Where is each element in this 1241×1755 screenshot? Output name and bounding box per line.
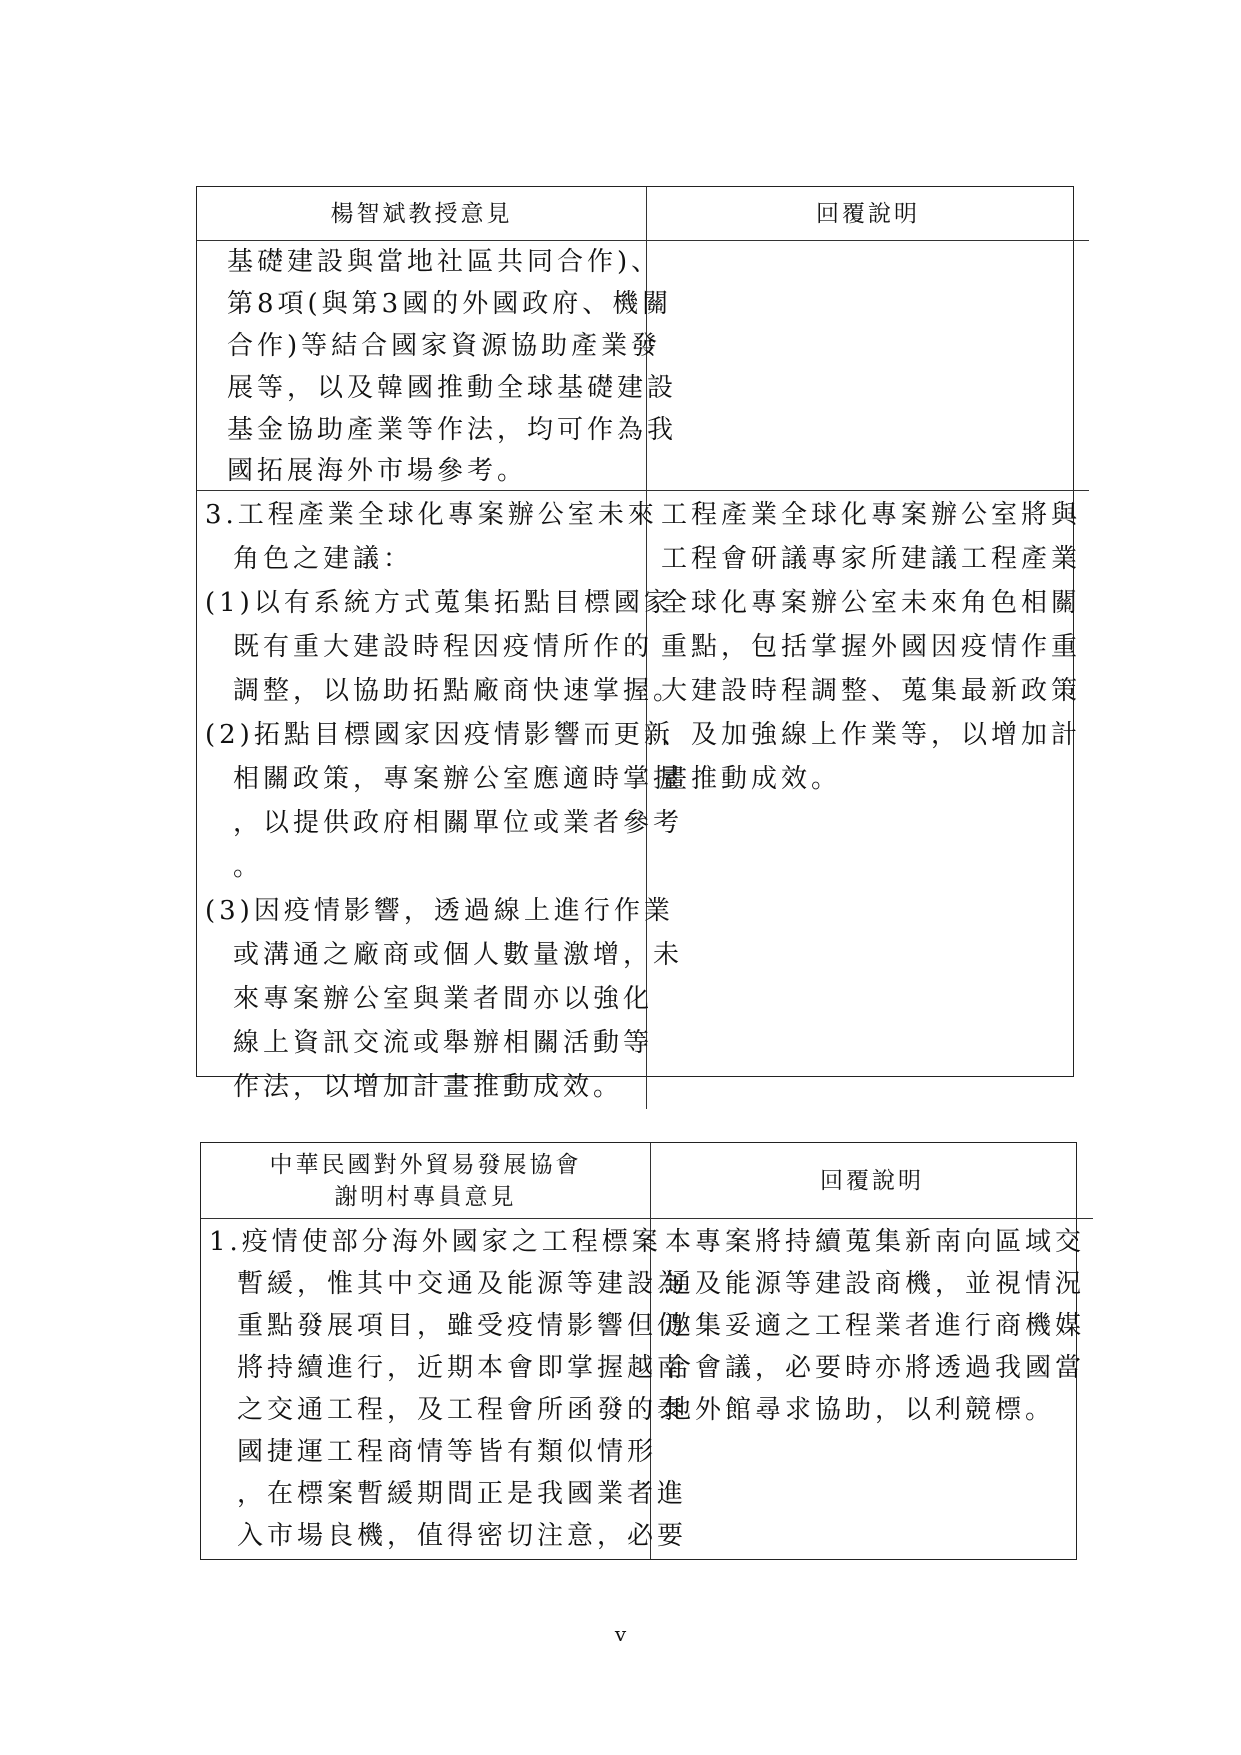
table1-row2-right bbox=[647, 491, 1089, 1109]
text-line: 角色之建議： bbox=[233, 544, 414, 574]
text-line: 工程產業全球化專案辦公室將與 bbox=[661, 500, 1082, 530]
text-line: 基金協助產業等作法，均可作為我 bbox=[227, 415, 678, 445]
text-line: 、及加強線上作業等，以增加計 bbox=[661, 720, 1082, 750]
page-number: v bbox=[614, 1622, 627, 1646]
opinion-table-1 bbox=[196, 186, 1082, 1102]
text-line: ，在標案暫緩期間正是我國業者進 bbox=[237, 1479, 688, 1509]
text-line: 相關政策，專案辦公室應適時掌握 bbox=[233, 764, 684, 794]
text-line: 之交通工程，及工程會所函發的泰 bbox=[237, 1395, 688, 1425]
table1-row1-right bbox=[647, 241, 1089, 491]
table1-row2-left bbox=[197, 491, 684, 1109]
text-line: 基礎建設與當地社區共同合作)、 bbox=[227, 247, 662, 277]
text-line: 畫推動成效。 bbox=[661, 764, 842, 794]
text-line: 或溝通之廠商或個人數量激增，未 bbox=[233, 940, 684, 970]
table2-row1-left bbox=[201, 1219, 688, 1559]
text-line: 來專案辦公室與業者間亦以強化 bbox=[233, 984, 654, 1014]
text-line: 工程會研議專家所建議工程產業 bbox=[661, 544, 1082, 574]
text-line: 展等，以及韓國推動全球基礎建設 bbox=[227, 373, 678, 403]
text-line: 第8項(與第3國的外國政府、機關 bbox=[227, 289, 673, 319]
text-line: 作法，以增加計畫推動成效。 bbox=[233, 1072, 624, 1102]
text-line: 1.疫情使部分海外國家之工程標案 bbox=[209, 1227, 662, 1257]
text-line: (1)以有系統方式蒐集拓點目標國家 bbox=[205, 588, 674, 618]
table2-header-left-line2: 謝明村專員意見 bbox=[334, 1183, 517, 1210]
text-line: 通及能源等建設商機，並視情況 bbox=[665, 1269, 1086, 1299]
text-line: 重點發展項目，雖受疫情影響但仍 bbox=[237, 1311, 688, 1341]
text-line: 。 bbox=[233, 852, 264, 882]
text-line: (3)因疫情影響，透過線上進行作業 bbox=[205, 896, 674, 926]
text-line: 合作)等結合國家資源協助產業發 bbox=[227, 331, 662, 361]
text-line: 全球化專案辦公室未來角色相關 bbox=[661, 588, 1082, 618]
text-line: 本專案將持續蒐集新南向區域交 bbox=[665, 1227, 1086, 1257]
table2-row1-right bbox=[651, 1219, 1093, 1559]
text-line: 國拓展海外市場參考。 bbox=[227, 456, 528, 486]
text-line: 國捷運工程商情等皆有類似情形 bbox=[237, 1437, 658, 1467]
text-line: 將持續進行，近期本會即掌握越南 bbox=[237, 1353, 688, 1383]
table1-header-left: 楊智斌教授意見 bbox=[197, 187, 647, 241]
table1-row1-left bbox=[197, 241, 678, 491]
text-line: 線上資訊交流或舉辦相關活動等 bbox=[233, 1028, 654, 1058]
text-line: 調整，以協助拓點廠商快速掌握。 bbox=[233, 676, 684, 706]
text-line: (2)拓點目標國家因疫情影響而更新 bbox=[205, 720, 674, 750]
text-line: 入市場良機，值得密切注意，必要 bbox=[237, 1521, 688, 1551]
text-line: ，以提供政府相關單位或業者參考 bbox=[233, 808, 684, 838]
text-line: 大建設時程調整、蒐集最新政策 bbox=[661, 676, 1082, 706]
table2-header-left bbox=[201, 1143, 651, 1219]
text-line: 邀集妥適之工程業者進行商機媒 bbox=[665, 1311, 1086, 1341]
opinion-table-2 bbox=[200, 1142, 1086, 1560]
text-line: 既有重大建設時程因疫情所作的 bbox=[233, 632, 654, 662]
text-line: 3.工程產業全球化專案辦公室未來 bbox=[205, 500, 658, 530]
text-line: 暫緩，惟其中交通及能源等建設為 bbox=[237, 1269, 688, 1299]
table2-header-right: 回覆說明 bbox=[651, 1143, 1093, 1219]
table2-header-left-line1: 中華民國對外貿易發展協會 bbox=[269, 1151, 582, 1178]
text-line: 重點，包括掌握外國因疫情作重 bbox=[661, 632, 1082, 662]
text-line: 合會議，必要時亦將透過我國當 bbox=[665, 1353, 1086, 1383]
text-line: 地外館尋求協助，以利競標。 bbox=[665, 1395, 1056, 1425]
table1-header-right: 回覆說明 bbox=[647, 187, 1089, 241]
